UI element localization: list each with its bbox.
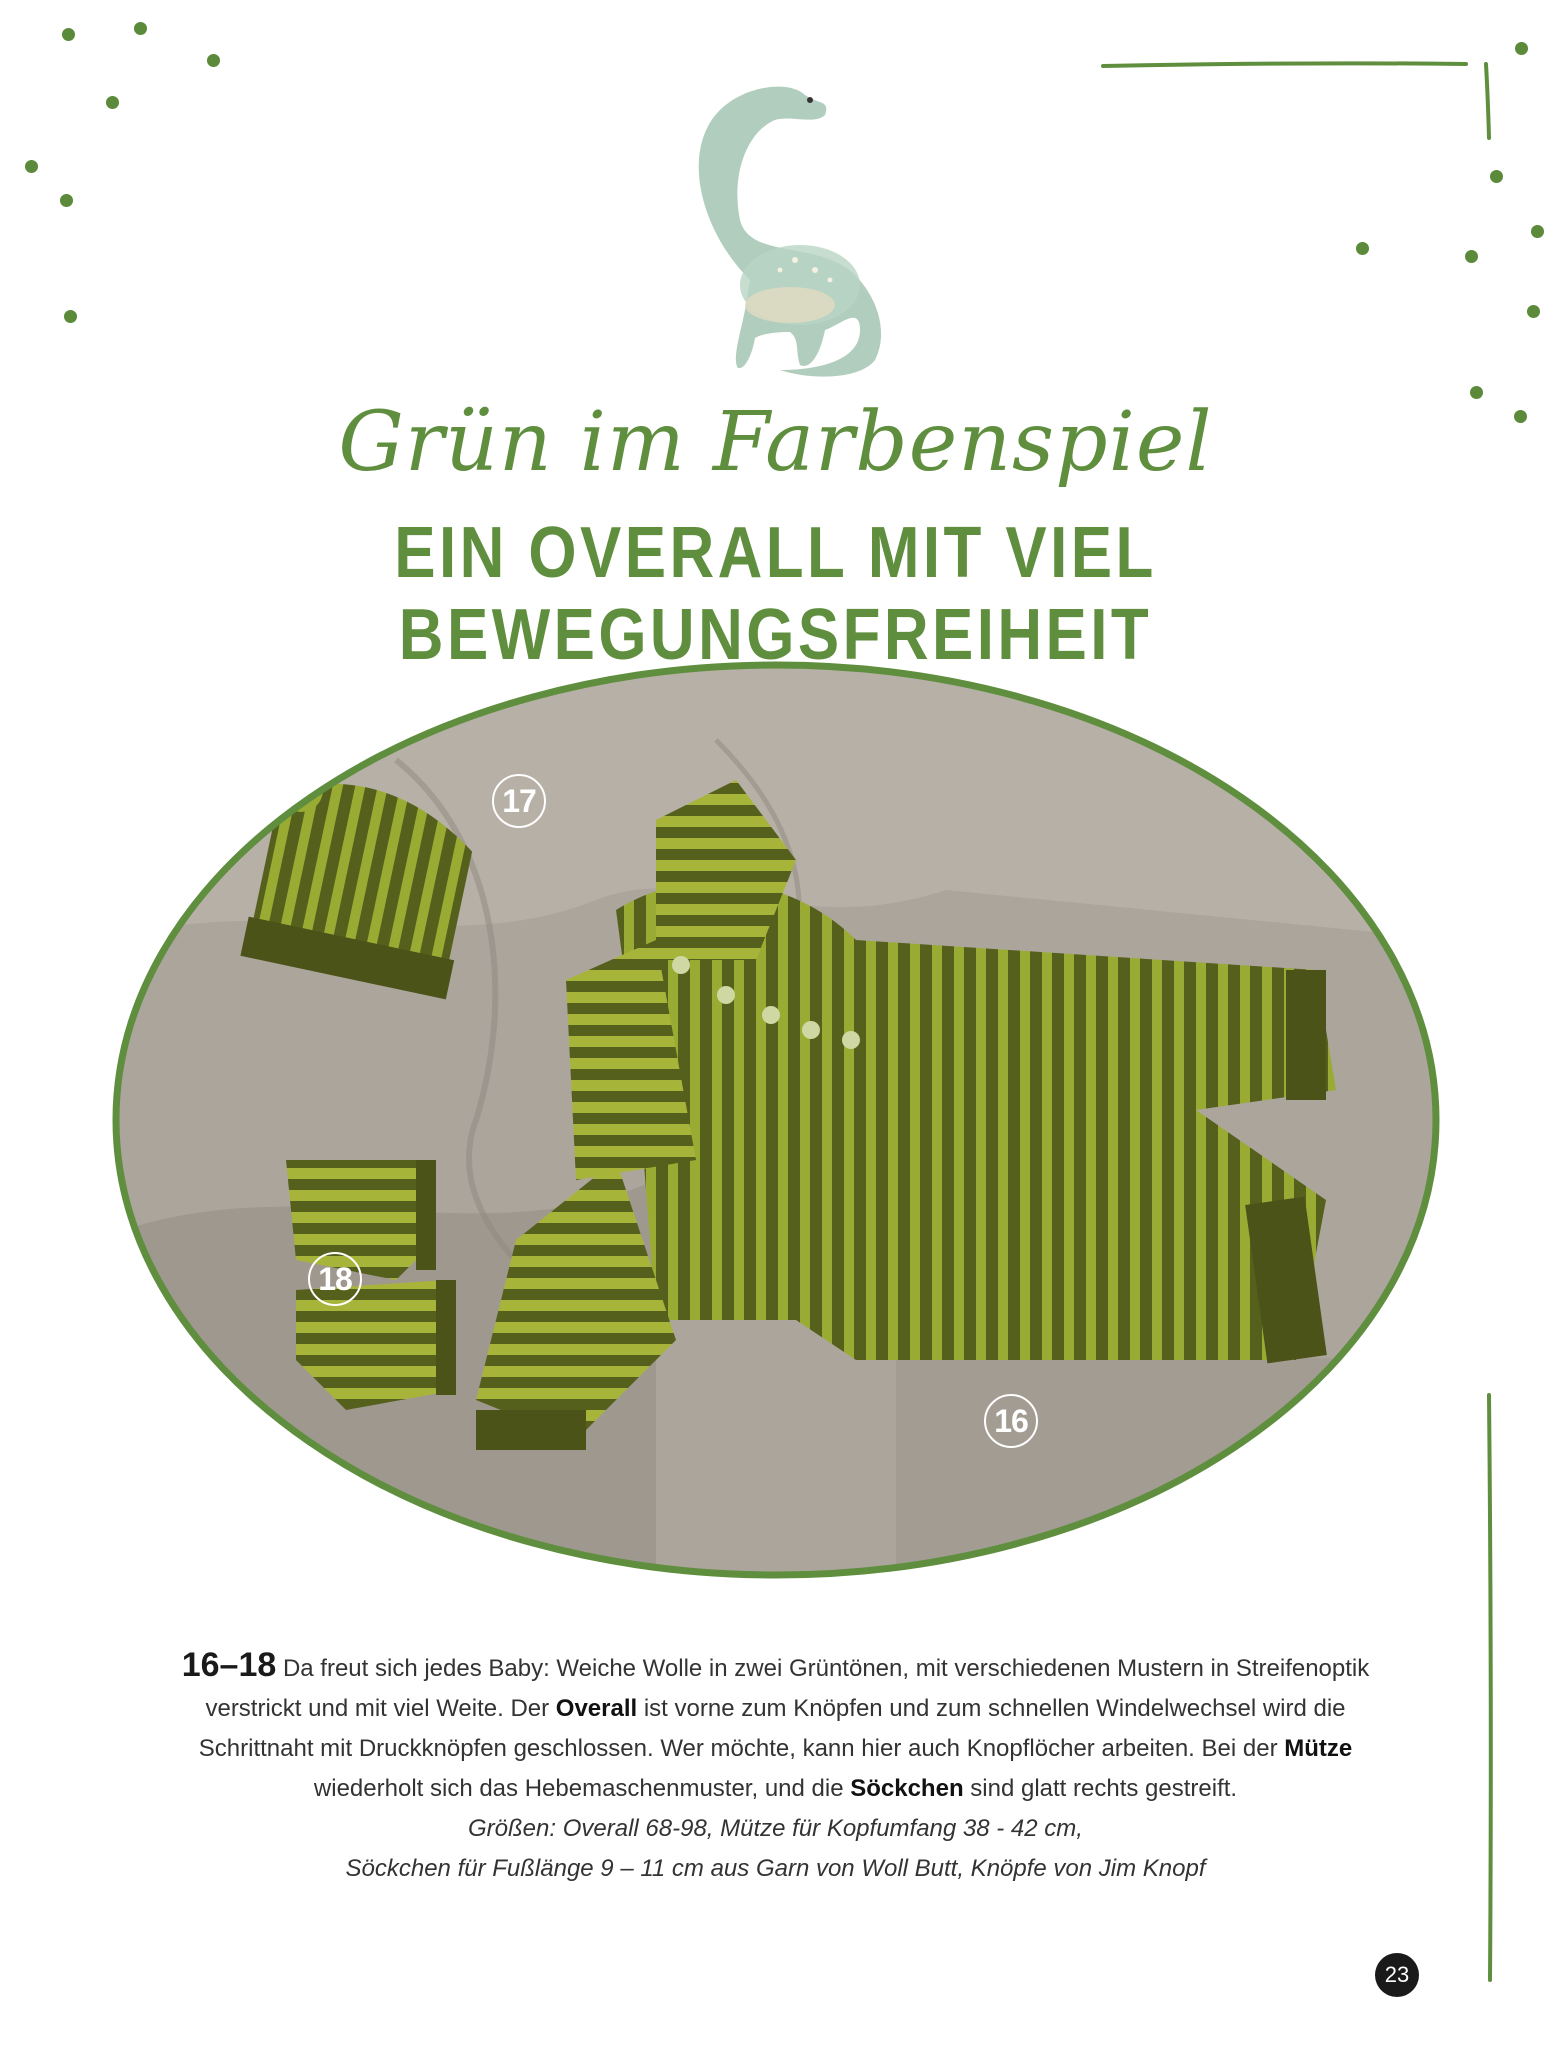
page-headline: EIN OVERALL MIT VIEL BEWEGUNGSFREIHEIT: [394, 513, 1157, 675]
photo-marker-hat: 17: [492, 774, 546, 828]
hat-label: Mütze: [1284, 1735, 1353, 1762]
dinosaur-illustration: [660, 70, 920, 390]
description-paragraph: [170, 1645, 1381, 1889]
description-intro: Da freut sich jedes Baby: Weiche Wolle in zwei Grüntönen, mit verschiedenen Mustern in Streifenoptik verstrickt und mit viel Weite. Der: [205, 1655, 1370, 1722]
description-hat-text: wiederholt sich das Hebemaschenmuster, und die: [313, 1775, 851, 1802]
description-socks-text: sind glatt rechts gestreift.: [963, 1775, 1238, 1802]
sizes-line-2: Söckchen für Fußlänge 9 – 11 cm aus Garn von Woll Butt, Knöpfe von Jim Knopf: [345, 1855, 1206, 1882]
socks-label: Söckchen: [850, 1775, 964, 1802]
script-title: Grün im Farbenspiel: [338, 395, 1213, 490]
photo-illustration: [96, 640, 1456, 1600]
sizes-line-1: Größen: Overall 68-98, Mütze für Kopfumfang 38 - 42 cm,: [468, 1815, 1083, 1842]
description-overall-text: ist vorne zum Knöpfen und zum schnellen Windelwechsel wird die Schrittnaht mit Druckknöpfen geschlossen. Wer möchte, kann hier auch Knopflöcher arbeiten. Bei der: [198, 1695, 1346, 1762]
photo-marker-socks: 18: [308, 1252, 362, 1306]
overall-label: Overall: [555, 1695, 638, 1722]
page-number: 23: [1375, 1953, 1419, 1997]
photo-marker-overall: 16: [984, 1394, 1038, 1448]
item-number-range: 16–18: [181, 1646, 277, 1684]
product-photo: [96, 640, 1456, 1600]
